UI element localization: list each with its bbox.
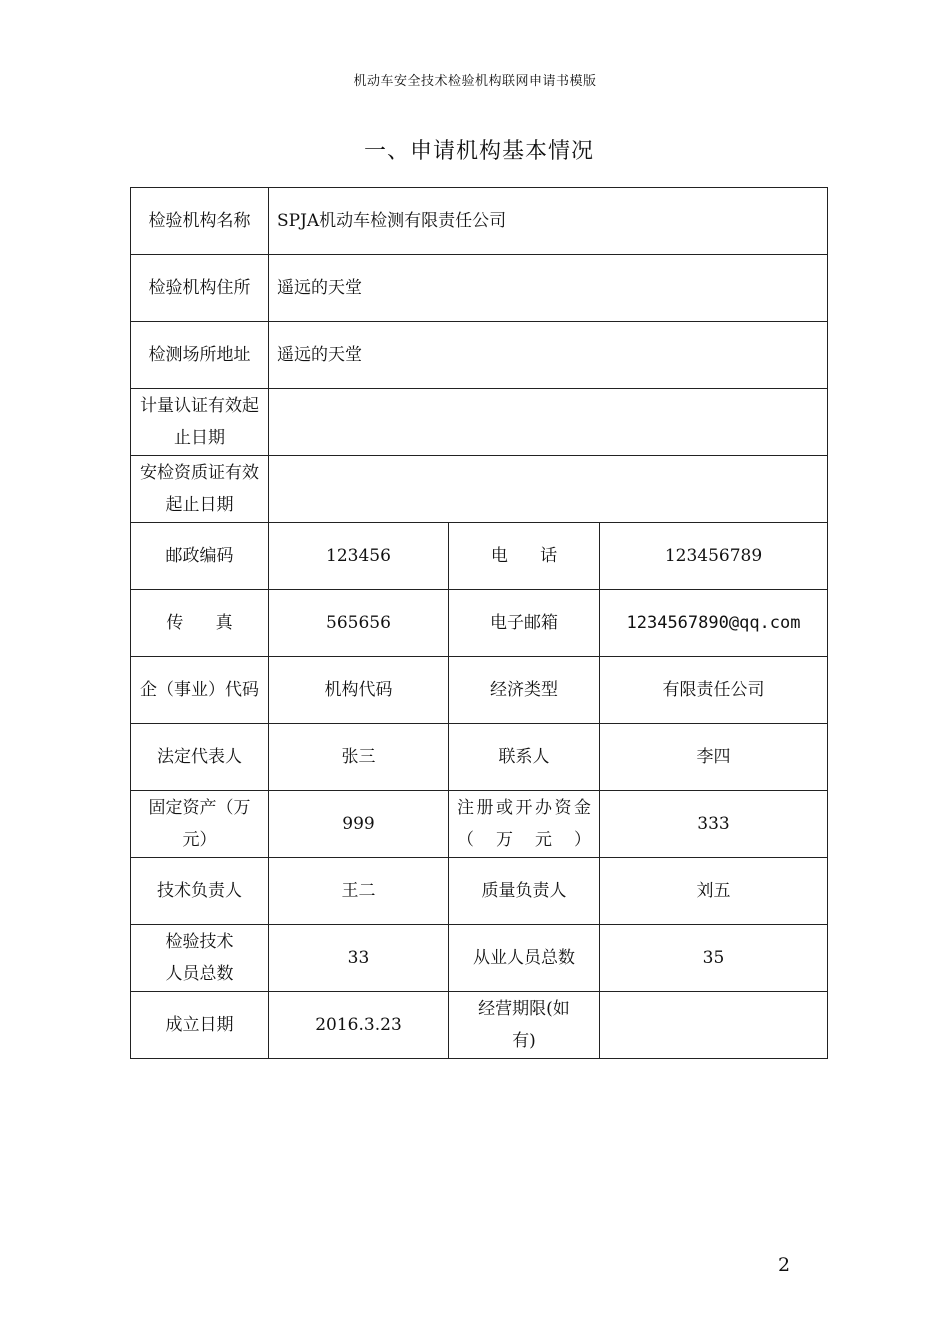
fixed-assets-value[interactable]: 999 <box>269 791 449 858</box>
term-value[interactable] <box>600 992 828 1059</box>
founded-value[interactable]: 2016.3.23 <box>269 992 449 1059</box>
institution-address-label: 检验机构住所 <box>131 255 269 322</box>
postal-code-label: 邮政编码 <box>131 523 269 590</box>
running-header: 机动车安全技术检验机构联网申请书模版 <box>353 74 597 89</box>
quality-lead-value[interactable]: 刘五 <box>600 858 828 925</box>
tech-lead-value[interactable]: 王二 <box>269 858 449 925</box>
institution-name-value[interactable]: SPJA机动车检测有限责任公司 <box>269 188 828 255</box>
postal-code-value[interactable]: 123456 <box>269 523 449 590</box>
contact-label: 联系人 <box>449 724 600 791</box>
testing-site-label: 检测场所地址 <box>131 322 269 389</box>
institution-info-table <box>130 187 828 1059</box>
registered-capital-label: 注册或开办资金（万元） <box>449 791 600 858</box>
row-orgcode-economy <box>131 657 828 724</box>
employees-label: 从业人员总数 <box>449 925 600 992</box>
founded-label: 成立日期 <box>131 992 269 1059</box>
org-code-label: 企（事业）代码 <box>131 657 269 724</box>
metrology-cert-label: 计量认证有效起止日期 <box>131 389 269 456</box>
row-staff <box>131 925 828 992</box>
term-label: 经营期限(如有) <box>449 992 600 1059</box>
email-value[interactable]: 1234567890@qq.com <box>600 590 828 657</box>
tech-lead-label: 技术负责人 <box>131 858 269 925</box>
row-leads <box>131 858 828 925</box>
safety-cert-label: 安检资质证有效起止日期 <box>131 456 269 523</box>
row-founded-term <box>131 992 828 1059</box>
row-institution-name <box>131 188 828 255</box>
row-assets-capital <box>131 791 828 858</box>
phone-label-cell <box>449 523 600 590</box>
fixed-assets-label: 固定资产（万元） <box>131 791 269 858</box>
phone-value[interactable]: 123456789 <box>600 523 828 590</box>
quality-lead-label: 质量负责人 <box>449 858 600 925</box>
fax-value[interactable]: 565656 <box>269 590 449 657</box>
institution-address-value[interactable]: 遥远的天堂 <box>269 255 828 322</box>
economic-type-value[interactable]: 有限责任公司 <box>600 657 828 724</box>
institution-name-label: 检验机构名称 <box>131 188 269 255</box>
section-title: 一、申请机构基本情况 <box>363 139 594 164</box>
row-metrology-cert <box>131 389 828 456</box>
employees-value[interactable]: 35 <box>600 925 828 992</box>
contact-value[interactable]: 李四 <box>600 724 828 791</box>
legal-rep-label: 法定代表人 <box>131 724 269 791</box>
safety-cert-value[interactable] <box>269 456 828 523</box>
inspectors-value[interactable]: 33 <box>269 925 449 992</box>
inspectors-label: 检验技术人员总数 <box>131 925 269 992</box>
row-testing-site <box>131 322 828 389</box>
page-number: 2 <box>778 1254 791 1276</box>
economic-type-label: 经济类型 <box>449 657 600 724</box>
row-legal-contact <box>131 724 828 791</box>
metrology-cert-value[interactable] <box>269 389 828 456</box>
registered-capital-value[interactable]: 333 <box>600 791 828 858</box>
row-institution-address <box>131 255 828 322</box>
legal-rep-value[interactable]: 张三 <box>269 724 449 791</box>
email-label: 电子邮箱 <box>449 590 600 657</box>
row-safety-cert <box>131 456 828 523</box>
testing-site-value[interactable]: 遥远的天堂 <box>269 322 828 389</box>
phone-label: 电话 <box>490 546 590 566</box>
row-postal-phone <box>131 523 828 590</box>
fax-label-cell <box>131 590 269 657</box>
row-fax-email <box>131 590 828 657</box>
org-code-value[interactable]: 机构代码 <box>269 657 449 724</box>
fax-label: 传真 <box>166 613 265 633</box>
